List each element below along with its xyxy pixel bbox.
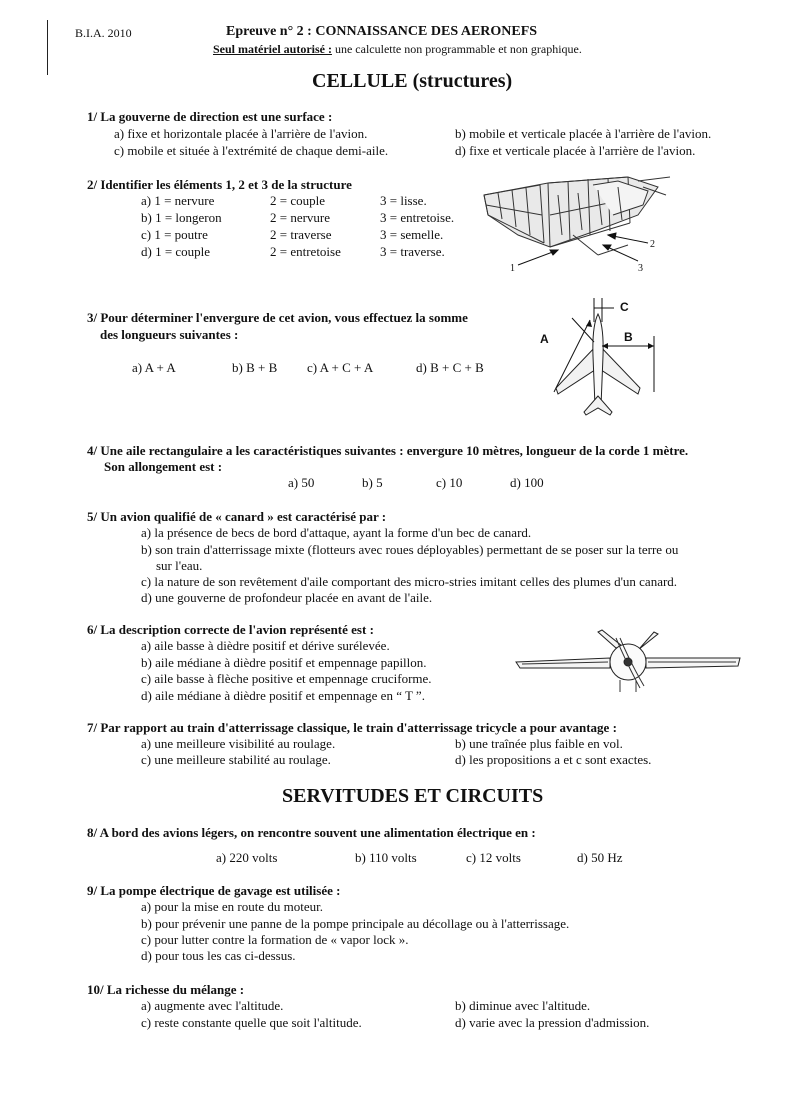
q2-option-b-1: b) 1 = longeron (141, 210, 222, 225)
section-title-servitudes: SERVITUDES ET CIRCUITS (282, 785, 544, 807)
question-6: 6/ La description correcte de l'avion représenté est : (87, 622, 374, 637)
q7-option-d: d) les propositions a et c sont exactes. (455, 752, 652, 767)
margin-line (47, 20, 48, 75)
q4-option-b: b) 5 (362, 475, 383, 490)
q8-option-a: a) 220 volts (216, 850, 278, 865)
swept-wing-aircraft-drawing (528, 296, 668, 424)
q2-option-a-3: 3 = lisse. (380, 193, 427, 208)
question-4-line-1: 4/ Une aile rectangulaire a les caractéristiques suivantes : envergure 10 mètres, longueur de la corde 1 mètre. (87, 443, 689, 458)
dimension-label-a: A (540, 332, 549, 346)
q4-option-a: a) 50 (288, 475, 315, 490)
q5-option-b-line-1: b) son train d'atterrissage mixte (flotteurs avec roues déployables) permettant de se poser sur la terre ou (141, 542, 679, 557)
q7-option-c: c) une meilleure stabilité au roulage. (141, 752, 331, 767)
q2-option-d-3: 3 = traverse. (380, 244, 445, 259)
exam-title: Epreuve n° 2 : CONNAISSANCE DES AERONEFS (226, 24, 538, 39)
q1-option-d: d) fixe et verticale placée à l'arrière de l'avion. (455, 143, 696, 158)
question-1: 1/ La gouverne de direction est une surface : (87, 109, 333, 124)
q2-option-c-2: 2 = traverse (270, 227, 332, 242)
q3-option-b: b) B + B (232, 360, 278, 375)
q7-option-b: b) une traînée plus faible en vol. (455, 736, 623, 751)
question-5: 5/ Un avion qualifié de « canard » est caractérisé par : (87, 509, 387, 524)
q3-option-d: d) B + C + B (416, 360, 484, 375)
question-4-line-2: Son allongement est : (104, 459, 223, 474)
q3-option-c: c) A + C + A (307, 360, 374, 375)
question-3-line-2: des longueurs suivantes : (100, 327, 239, 342)
section-title-cellule: CELLULE (structures) (312, 70, 513, 92)
dimension-label-c: C (620, 300, 629, 314)
q2-option-a-2: 2 = couple (270, 193, 325, 208)
question-2: 2/ Identifier les éléments 1, 2 et 3 de la structure (87, 177, 352, 192)
q10-option-d: d) varie avec la pression d'admission. (455, 1015, 650, 1030)
question-9: 9/ La pompe électrique de gavage est utilisée : (87, 883, 341, 898)
q6-option-c: c) aile basse à flèche positive et empennage cruciforme. (141, 671, 432, 686)
exam-year: B.I.A. 2010 (75, 26, 132, 40)
q9-option-d: d) pour tous les cas ci-dessus. (141, 948, 296, 963)
q10-option-a: a) augmente avec l'altitude. (141, 998, 284, 1013)
question-7: 7/ Par rapport au train d'atterrissage classique, le train d'atterrissage tricycle a pour avantage : (87, 720, 617, 735)
q1-option-b: b) mobile et verticale placée à l'arrière de l'avion. (455, 126, 712, 141)
q2-option-a-1: a) 1 = nervure (141, 193, 215, 208)
q7-option-a: a) une meilleure visibilité au roulage. (141, 736, 336, 751)
q1-option-c: c) mobile et située à l'extrémité de chaque demi-aile. (114, 143, 389, 158)
front-view-aircraft-drawing (512, 628, 744, 704)
structure-label-1: 1 (510, 263, 515, 274)
q9-option-a: a) pour la mise en route du moteur. (141, 899, 323, 914)
q5-option-c: c) la nature de son revêtement d'aile comportant des micro-stries imitant celles des plumes d'un canard. (141, 574, 678, 589)
q5-option-b-line-2: sur l'eau. (156, 558, 203, 573)
question-10: 10/ La richesse du mélange : (87, 982, 245, 997)
q2-option-d-2: 2 = entretoise (270, 244, 341, 259)
exam-instructions (213, 42, 582, 57)
q2-option-c-1: c) 1 = poutre (141, 227, 208, 242)
dimension-label-b: B (624, 330, 633, 344)
q9-option-b: b) pour prévenir une panne de la pompe principale au décollage ou à l'atterrissage. (141, 916, 570, 931)
q2-option-b-2: 2 = nervure (270, 210, 331, 225)
q6-option-b: b) aile médiane à dièdre positif et empennage papillon. (141, 655, 427, 670)
q8-option-d: d) 50 Hz (577, 850, 623, 865)
q8-option-c: c) 12 volts (466, 850, 521, 865)
q9-option-c: c) pour lutter contre la formation de « vapor lock ». (141, 932, 409, 947)
question-8: 8/ A bord des avions légers, on rencontre souvent une alimentation électrique en : (87, 825, 536, 840)
q2-option-d-1: d) 1 = couple (141, 244, 211, 259)
q3-option-a: a) A + A (132, 360, 176, 375)
instructions-text: une calculette non programmable et non graphique. (331, 42, 582, 56)
q8-option-b: b) 110 volts (355, 850, 417, 865)
q10-option-b: b) diminue avec l'altitude. (455, 998, 591, 1013)
q6-option-a: a) aile basse à dièdre positif et dérive surélevée. (141, 638, 390, 653)
q2-option-c-3: 3 = semelle. (380, 227, 444, 242)
structure-label-2: 2 (650, 239, 655, 250)
q1-option-a: a) fixe et horizontale placée à l'arrière de l'avion. (114, 126, 368, 141)
instructions-label: Seul matériel autorisé : (213, 42, 332, 56)
q10-option-c: c) reste constante quelle que soit l'altitude. (141, 1015, 362, 1030)
structure-label-3: 3 (638, 263, 643, 274)
q2-option-b-3: 3 = entretoise. (380, 210, 455, 225)
q4-option-c: c) 10 (436, 475, 463, 490)
q6-option-d: d) aile médiane à dièdre positif et empennage en “ T ”. (141, 688, 425, 703)
q5-option-a: a) la présence de becs de bord d'attaque, ayant la forme d'un bec de canard. (141, 525, 532, 540)
question-3-line-1: 3/ Pour déterminer l'envergure de cet avion, vous effectuez la somme (87, 310, 468, 325)
q4-option-d: d) 100 (510, 475, 544, 490)
q5-option-d: d) une gouverne de profondeur placée en avant de l'aile. (141, 590, 433, 605)
wing-structure-drawing (478, 175, 678, 280)
